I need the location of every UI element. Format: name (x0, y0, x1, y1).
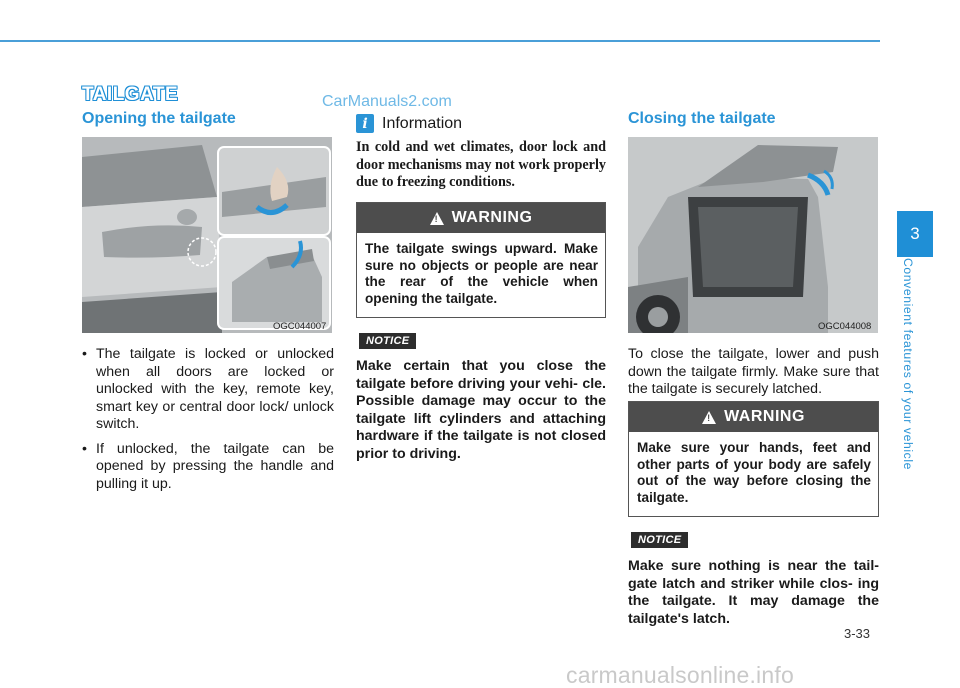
warning-text-2: Make sure your hands, feet and other parts of your body are safely out of the way before closing the tailgate. (637, 440, 871, 505)
opening-bullet-1: • The tailgate is locked or unlocked when all doors are locked or unlocked with the key, remote key, smart key or central door lock/ unlock switch. (82, 346, 334, 434)
closing-text: To close the tailgate, lower and push down the tailgate firmly. Make sure that the tailgate is securely latched. (628, 346, 879, 397)
watermark-top[interactable]: CarManuals2.com (322, 93, 452, 110)
opening-bullet-list (82, 346, 334, 500)
warning-triangle-icon: ! (702, 411, 716, 424)
top-rule (0, 40, 880, 42)
warning-text-1: The tailgate swings upward. Make sure no objects or people are near the rear of the vehicle when opening the tailgate. (365, 241, 598, 306)
chapter-title: Convenient features of your vehicle (901, 258, 915, 471)
watermark-bottom[interactable]: carmanualsonline.info (566, 662, 794, 688)
warning-header-2 (629, 402, 878, 432)
closing-figure (628, 137, 878, 333)
closing-illustration (628, 137, 878, 333)
warning-title-2: WARNING (724, 408, 805, 425)
opening-figure (82, 137, 332, 333)
chapter-tab: 3 (897, 211, 933, 257)
information-text: In cold and wet climates, door lock and door mechanisms may not work properly due to freezing conditions. (356, 139, 606, 190)
section-title: TAILGATE (82, 84, 179, 105)
opening-illustration (82, 137, 332, 333)
closing-figure-label: OGC044008 (818, 321, 872, 332)
warning-title-1: WARNING (451, 209, 533, 226)
page-number: 3-33 (844, 626, 871, 641)
information-header (356, 114, 462, 133)
opening-figure-label: OGC044007 (273, 321, 327, 332)
warning-box-1 (356, 202, 606, 318)
notice-text-2: Make sure nothing is near the tail- gate latch and striker while clos- ing the tailgate. It may damage the tailgate's latch. (628, 558, 879, 627)
info-icon: i (356, 114, 374, 133)
warning-triangle-icon: ! (430, 212, 444, 225)
notice-badge-2: NOTICE (631, 532, 688, 548)
closing-heading: Closing the tailgate (628, 110, 776, 127)
notice-badge-1: NOTICE (359, 333, 416, 349)
opening-bullet-2: • If unlocked, the tailgate can be opened by pressing the handle and pulling it up. (82, 441, 334, 494)
notice-text-1: Make certain that you close the tailgate before driving your vehi- cle. Possible damage may occur to the tailgate lift cylinders and attaching hardware if the tailgate is not closed prior to driving. (356, 358, 606, 462)
opening-heading: Opening the tailgate (82, 110, 236, 127)
warning-header-1 (357, 203, 605, 233)
warning-box-2 (628, 401, 879, 517)
information-title: Information (382, 114, 463, 132)
